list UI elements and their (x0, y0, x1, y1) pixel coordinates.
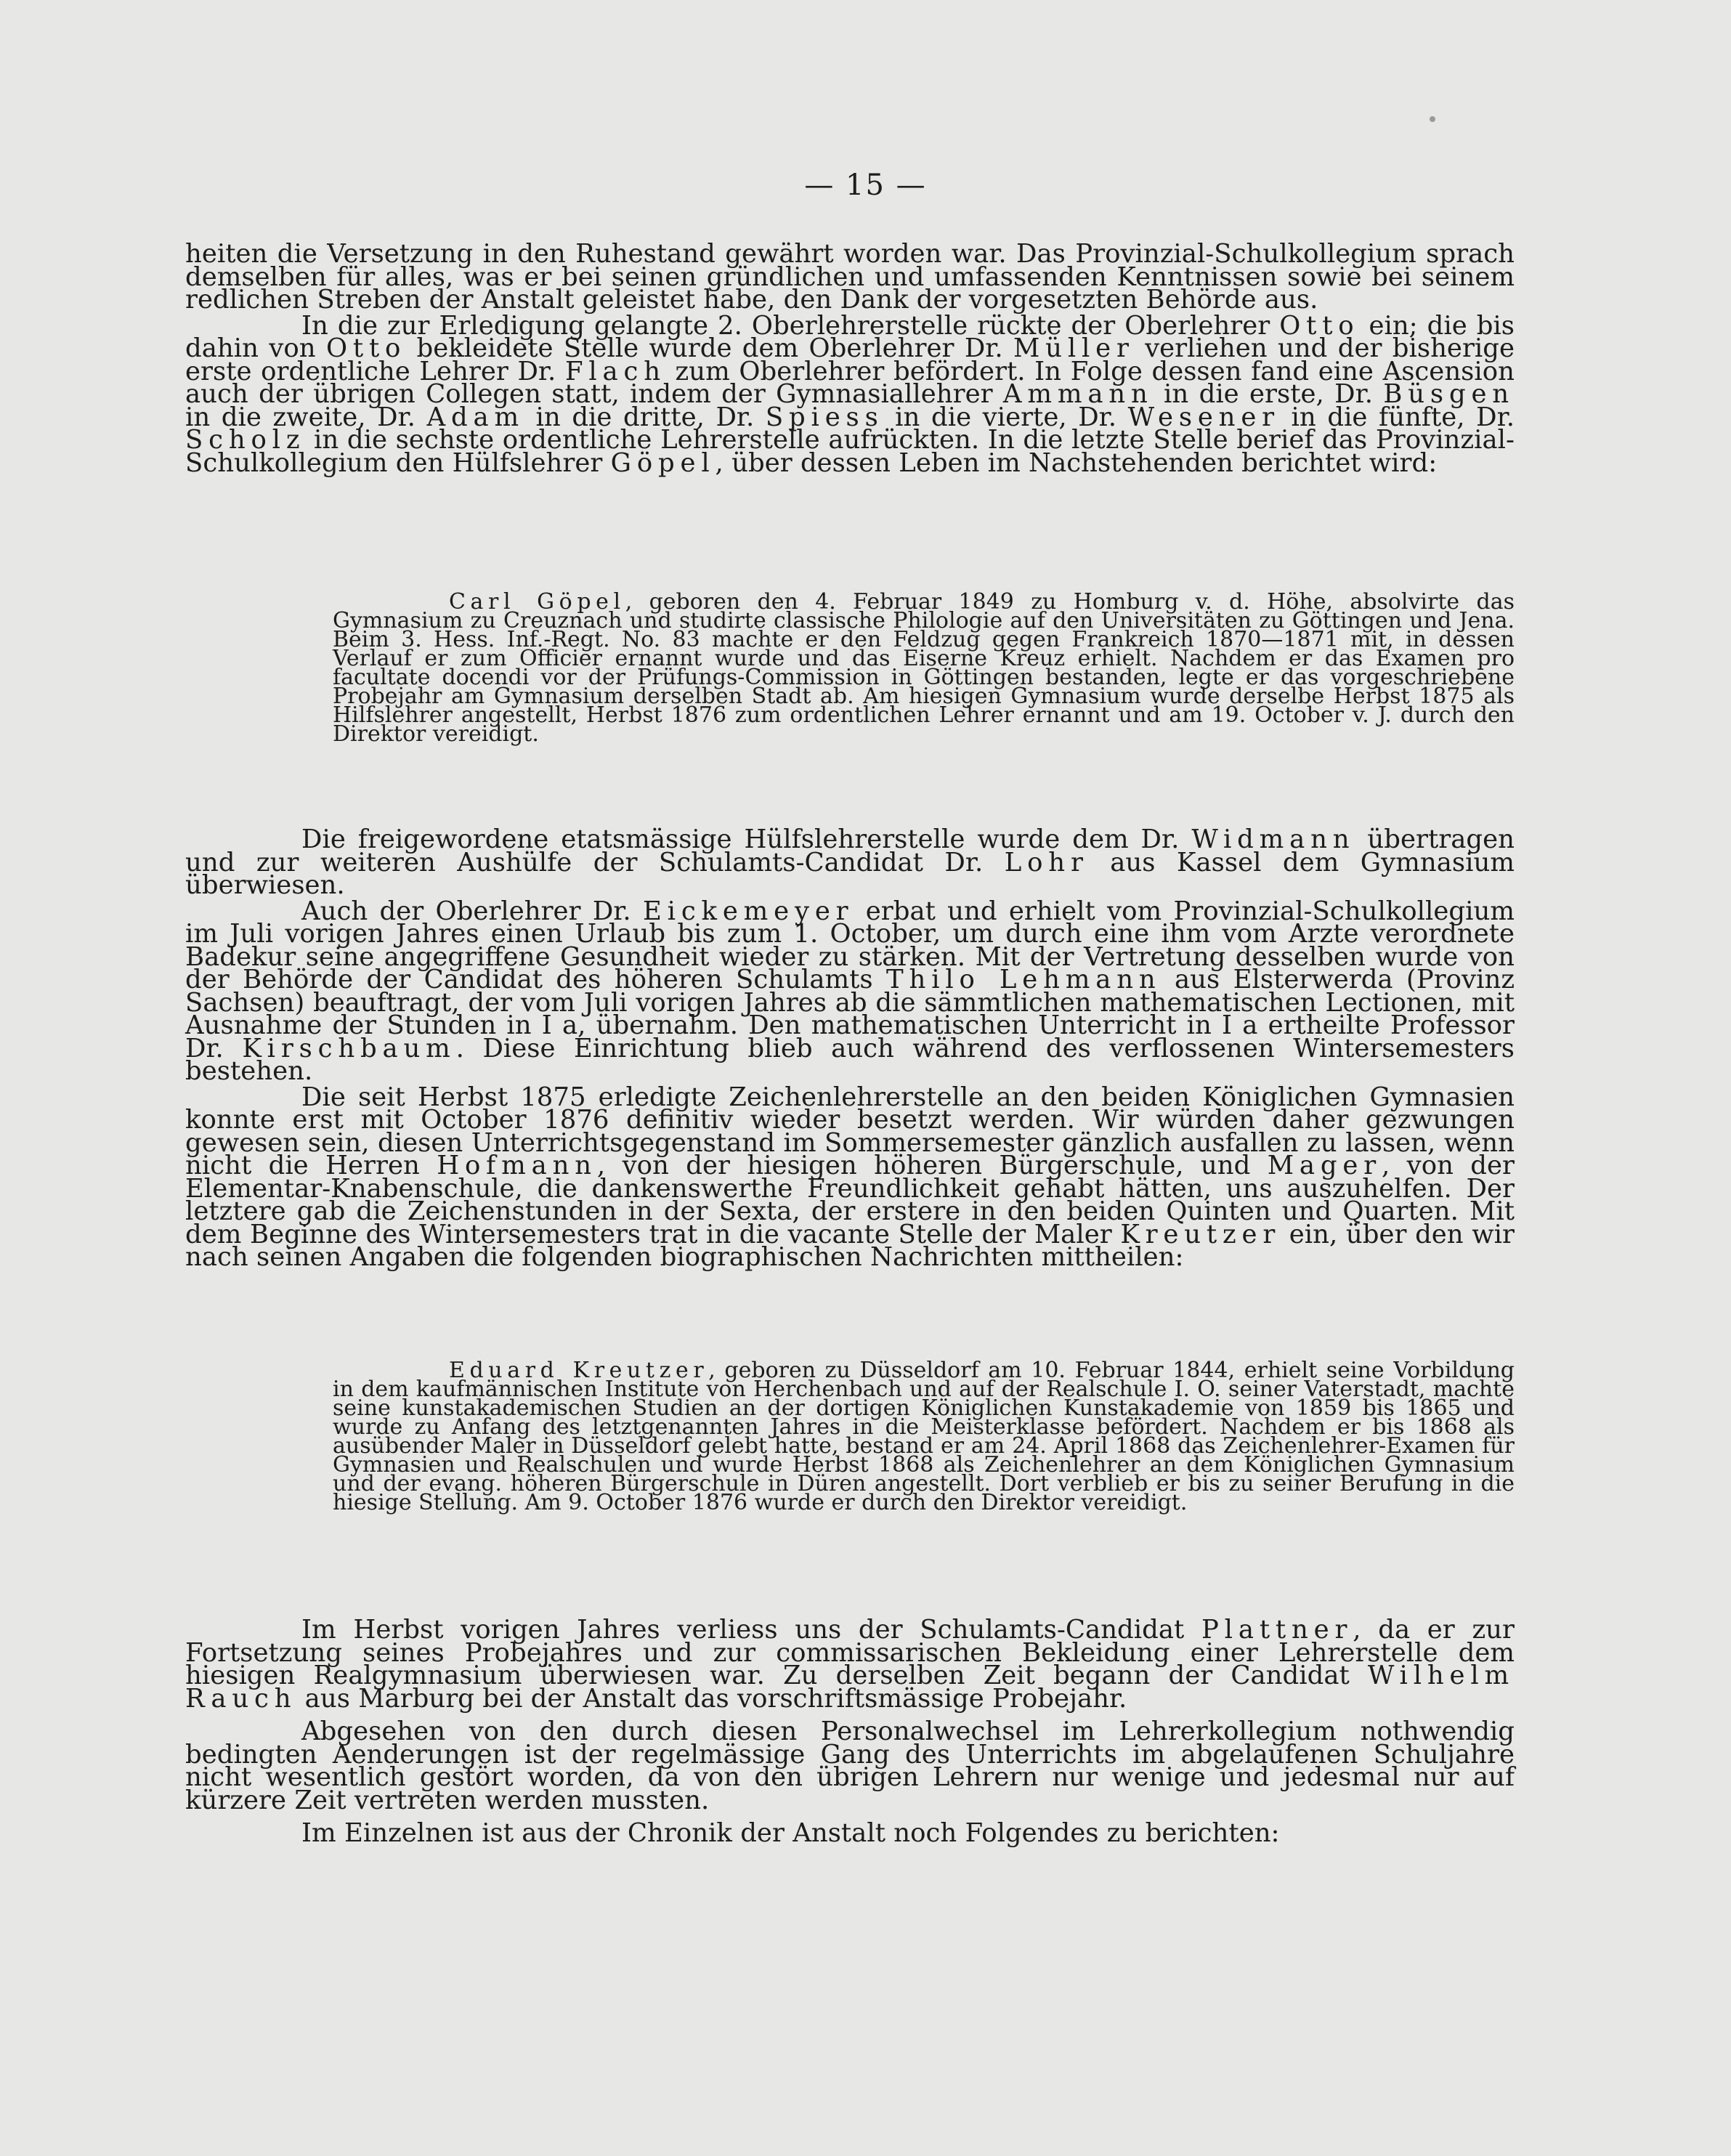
text-block-2 (185, 824, 1515, 1272)
paragraph-promotions: In die zur Erledigung gelangte 2. Oberlehrerstelle rückte der Oberlehrer Otto ein; die bis dahin von Otto bekleidete Stelle wurde dem Oberlehrer Dr. Müller verliehen und der bisherige erste ordentliche Lehrer Dr. Flach zum Oberlehrer befördert. In Folge dessen fand eine Ascension auch der übrigen Collegen statt, indem der Gymnasiallehrer Ammann in die erste, Dr. Büsgen in die zweite, Dr. Adam in die dritte, Dr. Spiess in die vierte, Dr. Wesener in die fünfte, Dr. Scholz in die sechste ordentliche Lehrerstelle aufrückten. In die letzte Stelle berief das Provinzial-Schulkollegium den Hülfslehrer Göpel, über dessen Leben im Nachstehenden berichtet wird: (185, 310, 1515, 478)
person-name: Mager (1267, 1151, 1382, 1180)
paragraph-plattner: Im Herbst vorigen Jahres verliess uns der Schulamts-Candidat Plattner, da er zur Fortsetzung seines Probejahres und zur commissarischen Bekleidung einer Lehrerstelle dem hiesigen Realgymnasium überwiesen war. Zu derselben Zeit begann der Candidat Wilhelm Rauch aus Marburg bei der Anstalt das vorschriftsmässige Probejahr. (185, 1615, 1515, 1714)
person-name: Otto (1279, 310, 1360, 341)
person-name: Göpel (610, 447, 715, 478)
person-name: Lohr (1004, 847, 1089, 878)
person-name: Kreutzer (1120, 1219, 1281, 1249)
person-name: Scholz (185, 425, 306, 455)
person-name: Müller (1013, 333, 1135, 363)
paper-speck (1430, 116, 1435, 122)
person-name: Carl Göpel (449, 589, 625, 615)
person-name: Eduard Kreutzer (449, 1358, 709, 1383)
paragraph-retirement: heiten die Versetzung in den Ruhestand gewährt worden war. Das Provinzial-Schulkollegium sprach demselben für alles, was er bei seinen gründlichen und umfassenden Kenntnissen sowie bei seinem redlichen Streben der Anstalt geleistet habe, den Dank der vorgesetzten Behörde aus. (185, 239, 1515, 315)
person-name: Wilhelm Rauch (185, 1661, 1515, 1714)
person-name: Kirschbaum (242, 1033, 456, 1063)
biography-text: Carl Göpel, geboren den 4. Februar 1849 zu Homburg v. d. Höhe, absolvirte das Gymnasium zu Creuznach und studirte classische Philologie auf den Universitäten zu Göttingen und Jena. Beim 3. Hess. Inf.-Regt. No. 83 machte er den Feldzug gegen Frankreich 1870—1871 mit, in dessen Verlauf er zum Officier ernannt wurde und das Eiserne Kreuz erhielt. Nachdem er das Examen pro facultate docendi vor der Prüfungs-Commission in Göttingen bestanden, legte er das vorgeschriebene Probejahr am Gymnasium derselben Stadt ab. Am hiesigen Gymnasium wurde derselbe Herbst 1875 als Hilfslehrer angestellt, Herbst 1876 zum ordentlichen Lehrer ernannt und am 19. October v. J. durch den Direktor vereidigt. (333, 589, 1515, 747)
paragraph-chronik: Im Einzelnen ist aus der Chronik der Anstalt noch Folgendes zu berichten: (301, 1818, 1280, 1848)
biography-kreutzer (333, 1358, 1515, 1515)
person-name: Hofmann (437, 1151, 597, 1180)
text-block-3 (185, 1615, 1515, 1848)
person-name: Thilo Lehmann (886, 965, 1162, 994)
page-number: — 15 — (804, 169, 927, 202)
person-name: Adam (426, 402, 524, 432)
person-name: Otto (325, 333, 407, 363)
paragraph-widmann: Die freigewordene etatsmässige Hülfslehrerstelle wurde dem Dr. Widmann übertragen und zur weiteren Aushülfe der Schulamts-Candidat Dr. Lohr aus Kassel dem Gymnasium überwiesen. (185, 824, 1515, 900)
person-name: Flach (564, 356, 666, 386)
person-name: Ammann (1002, 379, 1154, 409)
paragraph-personalwechsel: Abgesehen von den durch diesen Personalwechsel im Lehrerkollegium nothwendig bedingten Aenderungen ist der regelmässige Gang des Unterrichts im abgelaufenen Schuljahre nicht wesentlich gestört worden, da von den übrigen Lehrern nur wenige und jedesmal nur auf kürzere Zeit vertreten werden mussten. (185, 1717, 1515, 1815)
paragraph-zeichenlehrer: Die seit Herbst 1875 erledigte Zeichenlehrerstelle an den beiden Königlichen Gymnasien konnte erst mit October 1876 definitiv wieder besetzt werden. Wir würden daher gezwungen gewesen sein, diesen Unterrichtsgegenstand im Sommersemester gänzlich ausfallen zu lassen, wenn nicht die Herren Hofmann, von der hiesigen höheren Bürgerschule, und Mager, von der Elementar-Knabenschule, die dankenswerthe Freundlichkeit gehabt hätten, uns auszuhelfen. Der letztere gab die Zeichenstunden in der Sexta, der erstere in den beiden Quinten und Quarten. Mit dem Beginne des Wintersemesters trat in die vacante Stelle der Maler Kreutzer ein, über den wir nach seinen Angaben die folgenden biographischen Nachrichten mittheilen: (185, 1082, 1515, 1272)
person-name: Widmann (1191, 824, 1355, 854)
person-name: Spiess (765, 402, 884, 432)
person-name: Eickemeyer (642, 896, 854, 926)
text-block-1 (185, 239, 1515, 478)
person-name: Plattner (1201, 1615, 1353, 1645)
person-name: Wesener (1127, 402, 1280, 432)
person-name: Büsgen (1383, 379, 1515, 409)
paragraph-eickemeyer: Auch der Oberlehrer Dr. Eickemeyer erbat und erhielt vom Provinzial-Schulkollegium im Juli vorigen Jahres einen Urlaub bis zum 1. October, um durch eine ihm vom Arzte verordnete Badekur seine angegriffene Gesundheit wieder zu stärken. Mit der Vertretung desselben wurde von der Behörde der Candidat des höheren Schulamts Thilo Lehmann aus Elsterwerda (Provinz Sachsen) beauftragt, der vom Juli vorigen Jahres ab die sämmtlichen mathematischen Lectionen, mit Ausnahme der Stunden in I a, übernahm. Den mathematischen Unterricht in I a ertheilte Professor Dr. Kirschbaum. Diese Einrichtung blieb auch während des verflossenen Wintersemesters bestehen. (185, 896, 1515, 1086)
biography-text: Eduard Kreutzer, geboren zu Düsseldorf am 10. Februar 1844, erhielt seine Vorbildung in dem kaufmännischen Institute von Herchenbach und auf der Realschule I. O. seiner Vaterstadt, machte seine kunstakademischen Studien an der dortigen Königlichen Kunstakademie von 1859 bis 1865 und wurde zu Anfang des letztgenannten Jahres in die Meisterklasse befördert. Nachdem er bis 1868 als ausübender Maler in Düsseldorf gelebt hatte, bestand er am 24. April 1868 das Zeichenlehrer-Examen für Gymnasien und Realschulen und wurde Herbst 1868 als Zeichenlehrer an dem Königlichen Gymnasium und der evang. höheren Bürgerschule in Düren angestellt. Dort verblieb er bis zu seiner Berufung in die hiesige Stellung. Am 9. October 1876 wurde er durch den Direktor vereidigt. (333, 1358, 1515, 1515)
biography-goepel (333, 589, 1515, 747)
